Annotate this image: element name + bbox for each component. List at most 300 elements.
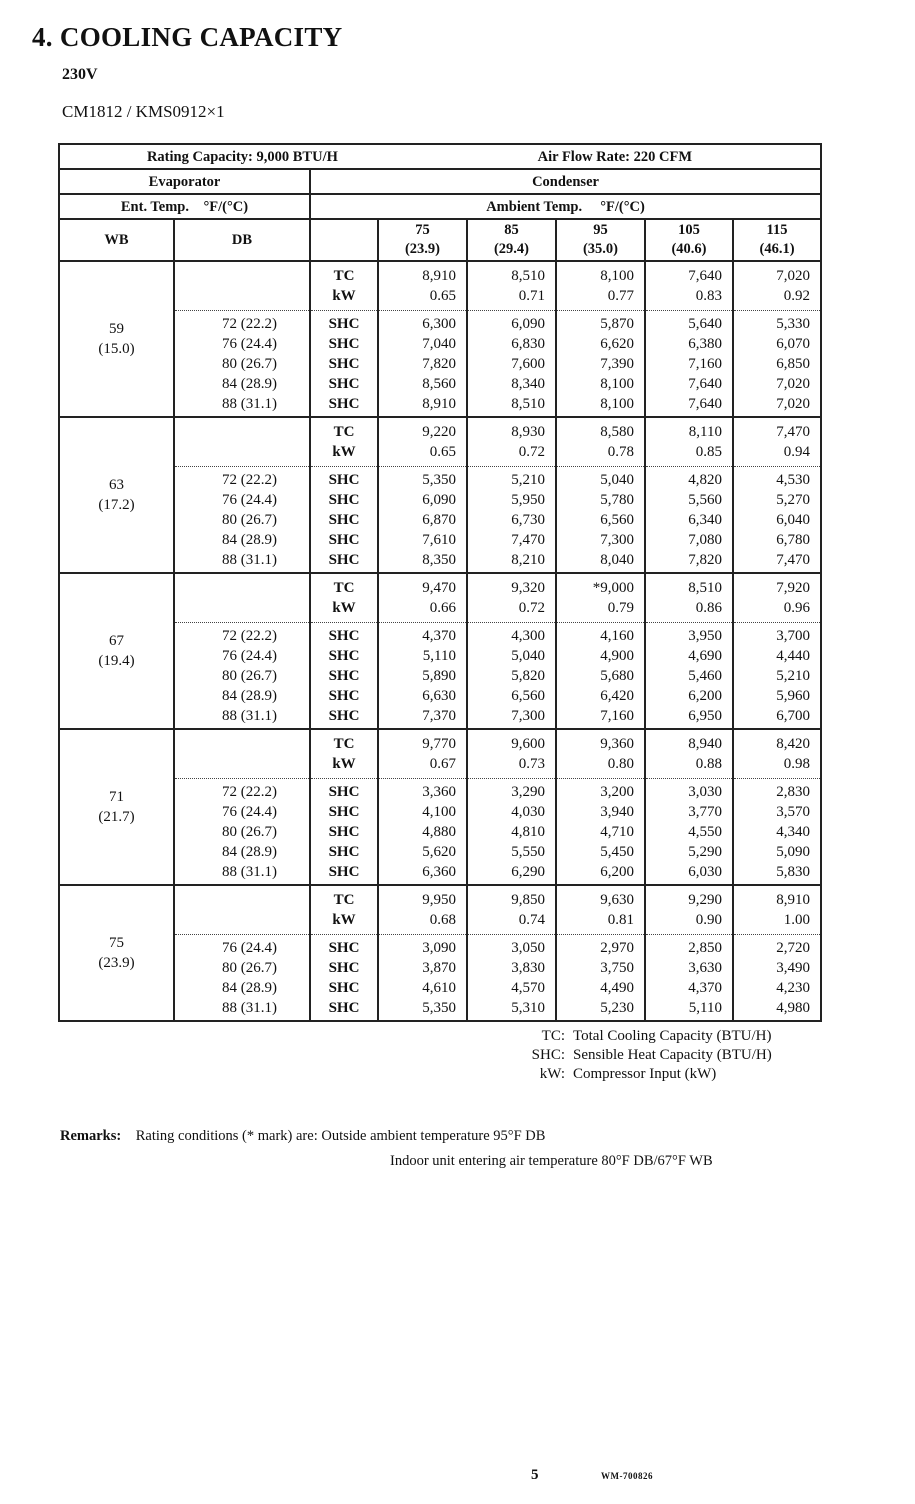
ambient-temp-header bbox=[310, 194, 821, 219]
shc-value: 5,550 bbox=[511, 844, 545, 860]
ambient-col-header bbox=[467, 219, 556, 261]
shc-value: 4,570 bbox=[511, 980, 545, 996]
shc-value: 3,290 bbox=[511, 784, 545, 800]
value-cell bbox=[378, 573, 467, 729]
shc-label: SHC bbox=[328, 628, 360, 644]
tc-value: 9,360 bbox=[600, 736, 634, 752]
shc-value: 4,030 bbox=[511, 804, 545, 820]
shc-value: 5,270 bbox=[776, 492, 811, 508]
wb-temp-f: 71 bbox=[109, 789, 124, 805]
ambient-col-header bbox=[733, 219, 821, 261]
shc-label: SHC bbox=[328, 472, 360, 488]
shc-value: 4,100 bbox=[422, 804, 456, 820]
shc-value: 4,530 bbox=[776, 472, 811, 488]
header-row-temps bbox=[59, 194, 821, 219]
shc-value: 8,210 bbox=[511, 552, 545, 568]
dotted-separator bbox=[175, 622, 309, 623]
db-cell bbox=[174, 885, 310, 1021]
tc-value: 9,950 bbox=[422, 892, 456, 908]
db-temp: 84 (28.9) bbox=[222, 376, 277, 392]
shc-value: 7,640 bbox=[688, 396, 722, 412]
kw-value: 0.80 bbox=[607, 756, 634, 772]
db-blank bbox=[175, 734, 309, 754]
shc-value: 5,680 bbox=[600, 668, 634, 684]
shc-label: SHC bbox=[328, 552, 360, 568]
db-blank bbox=[175, 910, 309, 930]
tc-value: 8,910 bbox=[776, 892, 811, 908]
kw-value: 0.72 bbox=[518, 444, 545, 460]
ambient-temp-unit: °F/(°C) bbox=[600, 198, 645, 215]
shc-value: 5,820 bbox=[511, 668, 545, 684]
remarks-label: Remarks: bbox=[60, 1128, 122, 1144]
db-temp: 72 (22.2) bbox=[222, 784, 277, 800]
tc-value: 9,290 bbox=[688, 892, 722, 908]
ambient-col-header bbox=[378, 219, 467, 261]
shc-value: 5,780 bbox=[600, 492, 634, 508]
wb-block-row bbox=[59, 417, 821, 573]
wb-block-row bbox=[59, 573, 821, 729]
value-cell bbox=[645, 885, 733, 1021]
unit-header-blank bbox=[310, 219, 378, 261]
ambient-col-c: (23.9) bbox=[404, 241, 441, 257]
dotted-separator bbox=[646, 778, 732, 779]
db-blank bbox=[175, 286, 309, 306]
shc-value: 6,090 bbox=[422, 492, 456, 508]
shc-value: 6,200 bbox=[600, 864, 634, 880]
dotted-separator bbox=[175, 466, 309, 467]
shc-value: 5,830 bbox=[776, 864, 811, 880]
tc-value: 9,600 bbox=[511, 736, 545, 752]
shc-value: 5,210 bbox=[776, 668, 811, 684]
shc-value: 7,160 bbox=[688, 356, 722, 372]
shc-label: SHC bbox=[328, 824, 360, 840]
shc-value: 6,090 bbox=[511, 316, 545, 332]
shc-label: SHC bbox=[328, 688, 360, 704]
shc-value: 4,690 bbox=[688, 648, 722, 664]
shc-value: 5,960 bbox=[776, 688, 811, 704]
shc-value: 6,850 bbox=[776, 356, 811, 372]
kw-label: kW bbox=[332, 600, 356, 616]
dotted-separator bbox=[175, 778, 309, 779]
tc-value: 8,930 bbox=[511, 424, 545, 440]
shc-label: SHC bbox=[328, 940, 360, 956]
ambient-col-f: 85 bbox=[504, 222, 519, 238]
db-temp: 72 (22.2) bbox=[222, 472, 277, 488]
dotted-separator bbox=[468, 778, 555, 779]
db-temp: 76 (24.4) bbox=[222, 940, 277, 956]
shc-value: 3,870 bbox=[422, 960, 456, 976]
shc-value: 7,160 bbox=[600, 708, 634, 724]
legend-key: SHC: bbox=[531, 1047, 565, 1063]
tc-label: TC bbox=[333, 424, 355, 440]
kw-label: kW bbox=[332, 756, 356, 772]
shc-value: 6,340 bbox=[688, 512, 722, 528]
dotted-separator bbox=[646, 622, 732, 623]
dotted-separator bbox=[646, 310, 732, 311]
ambient-col-c: (40.6) bbox=[671, 241, 707, 257]
kw-value: 0.88 bbox=[695, 756, 722, 772]
db-temp: 88 (31.1) bbox=[222, 396, 277, 412]
legend-row bbox=[515, 1046, 772, 1065]
unit-cell bbox=[310, 573, 378, 729]
remarks-line-1: Rating conditions (* mark) are: Outside ambient temperature 95°F DB bbox=[135, 1128, 546, 1144]
tc-value: 7,020 bbox=[776, 268, 811, 284]
value-cell bbox=[645, 417, 733, 573]
shc-value: 6,870 bbox=[422, 512, 456, 528]
dotted-separator bbox=[175, 934, 309, 935]
shc-value: 5,620 bbox=[422, 844, 456, 860]
shc-value: 5,040 bbox=[511, 648, 545, 664]
dotted-separator bbox=[646, 934, 732, 935]
header-row-columns bbox=[59, 219, 821, 261]
shc-value: 8,510 bbox=[511, 396, 545, 412]
shc-label: SHC bbox=[328, 864, 360, 880]
shc-value: 5,090 bbox=[776, 844, 811, 860]
shc-value: 6,630 bbox=[422, 688, 456, 704]
tc-value: 7,920 bbox=[776, 580, 811, 596]
shc-value: 8,560 bbox=[422, 376, 456, 392]
dotted-separator bbox=[468, 466, 555, 467]
dotted-separator bbox=[557, 778, 644, 779]
header-row-rating bbox=[59, 144, 821, 169]
kw-label: kW bbox=[332, 444, 356, 460]
shc-value: 3,570 bbox=[776, 804, 811, 820]
shc-value: 7,020 bbox=[776, 396, 811, 412]
shc-value: 7,600 bbox=[511, 356, 545, 372]
tc-value: 8,580 bbox=[600, 424, 634, 440]
shc-value: 3,770 bbox=[688, 804, 722, 820]
db-temp: 76 (24.4) bbox=[222, 336, 277, 352]
remarks-line-2: Indoor unit entering air temperature 80°F DB/67°F WB bbox=[390, 1153, 713, 1169]
shc-label: SHC bbox=[328, 960, 360, 976]
db-temp: 84 (28.9) bbox=[222, 844, 277, 860]
shc-value: 2,850 bbox=[688, 940, 722, 956]
value-cell bbox=[467, 573, 556, 729]
kw-value: 0.73 bbox=[518, 756, 545, 772]
db-cell bbox=[174, 729, 310, 885]
shc-value: 2,830 bbox=[776, 784, 811, 800]
shc-value: 7,300 bbox=[511, 708, 545, 724]
shc-label: SHC bbox=[328, 356, 360, 372]
shc-value: 4,490 bbox=[600, 980, 634, 996]
shc-value: 6,070 bbox=[776, 336, 811, 352]
shc-value: 4,610 bbox=[422, 980, 456, 996]
shc-value: 6,030 bbox=[688, 864, 722, 880]
dotted-separator bbox=[379, 310, 466, 311]
shc-value: 6,290 bbox=[511, 864, 545, 880]
shc-value: 7,470 bbox=[511, 532, 545, 548]
cooling-capacity-table bbox=[58, 143, 822, 1022]
legend-key: kW: bbox=[539, 1066, 565, 1082]
wb-temp-c: (21.7) bbox=[98, 809, 135, 825]
legend-desc: Sensible Heat Capacity (BTU/H) bbox=[573, 1047, 772, 1063]
ambient-col-c: (46.1) bbox=[759, 241, 795, 257]
shc-value: 3,490 bbox=[776, 960, 811, 976]
tc-value: 9,470 bbox=[422, 580, 456, 596]
shc-value: 5,350 bbox=[422, 1000, 456, 1016]
kw-value: 0.86 bbox=[695, 600, 722, 616]
dotted-separator bbox=[734, 310, 820, 311]
db-blank bbox=[175, 890, 309, 910]
shc-value: 3,950 bbox=[688, 628, 722, 644]
value-cell bbox=[467, 417, 556, 573]
dotted-separator bbox=[175, 310, 309, 311]
db-blank bbox=[175, 422, 309, 442]
tc-label: TC bbox=[333, 580, 355, 596]
shc-value: 5,040 bbox=[600, 472, 634, 488]
legend-row bbox=[515, 1065, 772, 1084]
legend bbox=[515, 1027, 772, 1084]
value-cell bbox=[556, 261, 645, 417]
shc-value: 5,210 bbox=[511, 472, 545, 488]
ambient-col-f: 95 bbox=[593, 222, 608, 238]
dotted-separator bbox=[311, 622, 377, 623]
shc-value: 4,370 bbox=[422, 628, 456, 644]
value-cell bbox=[645, 729, 733, 885]
shc-label: SHC bbox=[328, 668, 360, 684]
shc-value: 4,300 bbox=[511, 628, 545, 644]
db-temp: 80 (26.7) bbox=[222, 356, 277, 372]
shc-value: 6,620 bbox=[600, 336, 634, 352]
shc-value: 5,460 bbox=[688, 668, 722, 684]
kw-value: 0.83 bbox=[695, 288, 722, 304]
db-temp: 72 (22.2) bbox=[222, 316, 277, 332]
unit-cell bbox=[310, 261, 378, 417]
value-cell bbox=[467, 885, 556, 1021]
db-temp: 80 (26.7) bbox=[222, 512, 277, 528]
shc-value: 4,230 bbox=[776, 980, 811, 996]
db-temp: 88 (31.1) bbox=[222, 864, 277, 880]
shc-value: 6,560 bbox=[600, 512, 634, 528]
shc-value: 5,870 bbox=[600, 316, 634, 332]
shc-value: 4,880 bbox=[422, 824, 456, 840]
shc-value: 7,820 bbox=[422, 356, 456, 372]
kw-value: 0.72 bbox=[518, 600, 545, 616]
tc-value: 9,220 bbox=[422, 424, 456, 440]
condenser-header: Condenser bbox=[310, 169, 821, 194]
dotted-separator bbox=[734, 934, 820, 935]
wb-cell bbox=[59, 885, 174, 1021]
dotted-separator bbox=[734, 622, 820, 623]
shc-value: 5,330 bbox=[776, 316, 811, 332]
db-temp: 88 (31.1) bbox=[222, 552, 277, 568]
shc-value: 5,350 bbox=[422, 472, 456, 488]
kw-value: 1.00 bbox=[783, 912, 811, 928]
shc-value: 4,710 bbox=[600, 824, 634, 840]
tc-value: 8,110 bbox=[688, 424, 722, 440]
value-cell bbox=[378, 261, 467, 417]
shc-value: 6,200 bbox=[688, 688, 722, 704]
shc-value: 5,310 bbox=[511, 1000, 545, 1016]
shc-value: 8,100 bbox=[600, 396, 634, 412]
tc-value: *9,000 bbox=[592, 580, 634, 596]
tc-value: 8,910 bbox=[422, 268, 456, 284]
shc-label: SHC bbox=[328, 980, 360, 996]
ambient-col-f: 115 bbox=[766, 222, 788, 238]
wb-temp-c: (19.4) bbox=[98, 653, 135, 669]
remarks bbox=[60, 1128, 545, 1145]
tc-value: 7,470 bbox=[776, 424, 811, 440]
db-header: DB bbox=[174, 219, 310, 261]
ent-temp-header bbox=[59, 194, 310, 219]
db-blank bbox=[175, 598, 309, 618]
shc-value: 5,110 bbox=[422, 648, 456, 664]
dotted-separator bbox=[379, 466, 466, 467]
shc-value: 5,450 bbox=[600, 844, 634, 860]
shc-value: 3,360 bbox=[422, 784, 456, 800]
db-temp: 80 (26.7) bbox=[222, 960, 277, 976]
value-cell bbox=[733, 573, 821, 729]
shc-value: 6,040 bbox=[776, 512, 811, 528]
db-temp: 88 (31.1) bbox=[222, 708, 277, 724]
dotted-separator bbox=[468, 310, 555, 311]
wb-temp-c: (15.0) bbox=[98, 341, 135, 357]
dotted-separator bbox=[557, 622, 644, 623]
shc-value: 8,040 bbox=[600, 552, 634, 568]
shc-value: 5,560 bbox=[688, 492, 722, 508]
shc-value: 4,370 bbox=[688, 980, 722, 996]
value-cell bbox=[378, 729, 467, 885]
value-cell bbox=[733, 261, 821, 417]
value-cell bbox=[733, 417, 821, 573]
dotted-separator bbox=[557, 466, 644, 467]
value-cell bbox=[645, 573, 733, 729]
tc-label: TC bbox=[333, 268, 355, 284]
shc-value: 6,420 bbox=[600, 688, 634, 704]
shc-value: 3,050 bbox=[511, 940, 545, 956]
kw-value: 0.90 bbox=[695, 912, 722, 928]
value-cell bbox=[378, 417, 467, 573]
dotted-separator bbox=[468, 934, 555, 935]
dotted-separator bbox=[311, 934, 377, 935]
shc-value: 5,230 bbox=[600, 1000, 634, 1016]
shc-label: SHC bbox=[328, 804, 360, 820]
shc-value: 3,090 bbox=[422, 940, 456, 956]
shc-label: SHC bbox=[328, 784, 360, 800]
dotted-separator bbox=[379, 622, 466, 623]
unit-cell bbox=[310, 729, 378, 885]
kw-value: 0.74 bbox=[518, 912, 545, 928]
kw-value: 0.78 bbox=[607, 444, 634, 460]
shc-value: 6,830 bbox=[511, 336, 545, 352]
tc-value: 8,510 bbox=[511, 268, 545, 284]
dotted-separator bbox=[311, 778, 377, 779]
shc-value: 6,780 bbox=[776, 532, 811, 548]
shc-label: SHC bbox=[328, 396, 360, 412]
wb-temp-f: 75 bbox=[109, 935, 124, 951]
shc-label: SHC bbox=[328, 532, 360, 548]
ent-temp-label: Ent. Temp. bbox=[120, 198, 189, 215]
kw-value: 0.85 bbox=[695, 444, 722, 460]
shc-value: 8,100 bbox=[600, 376, 634, 392]
ambient-col-header bbox=[556, 219, 645, 261]
shc-value: 3,830 bbox=[511, 960, 545, 976]
shc-label: SHC bbox=[328, 708, 360, 724]
kw-value: 0.92 bbox=[783, 288, 811, 304]
db-temp: 84 (28.9) bbox=[222, 532, 277, 548]
shc-value: 5,890 bbox=[422, 668, 456, 684]
db-temp: 72 (22.2) bbox=[222, 628, 277, 644]
shc-value: 6,300 bbox=[422, 316, 456, 332]
tc-value: 9,770 bbox=[422, 736, 456, 752]
shc-value: 4,550 bbox=[688, 824, 722, 840]
shc-value: 5,950 bbox=[511, 492, 545, 508]
dotted-separator bbox=[557, 310, 644, 311]
wb-block-row bbox=[59, 729, 821, 885]
shc-label: SHC bbox=[328, 844, 360, 860]
kw-value: 0.81 bbox=[607, 912, 634, 928]
legend-desc: Total Cooling Capacity (BTU/H) bbox=[573, 1028, 772, 1044]
legend-desc: Compressor Input (kW) bbox=[573, 1066, 717, 1082]
value-cell bbox=[556, 573, 645, 729]
db-temp: 76 (24.4) bbox=[222, 648, 277, 664]
wb-temp-f: 63 bbox=[109, 477, 124, 493]
kw-value: 0.68 bbox=[429, 912, 456, 928]
shc-value: 6,950 bbox=[688, 708, 722, 724]
dotted-separator bbox=[734, 466, 820, 467]
evaporator-header: Evaporator bbox=[59, 169, 310, 194]
dotted-separator bbox=[734, 778, 820, 779]
db-blank bbox=[175, 266, 309, 286]
shc-value: 3,200 bbox=[600, 784, 634, 800]
shc-value: 7,820 bbox=[688, 552, 722, 568]
shc-value: 2,970 bbox=[600, 940, 634, 956]
shc-value: 5,640 bbox=[688, 316, 722, 332]
shc-label: SHC bbox=[328, 648, 360, 664]
kw-label: kW bbox=[332, 288, 356, 304]
shc-value: 4,810 bbox=[511, 824, 545, 840]
wb-header: WB bbox=[59, 219, 174, 261]
kw-value: 0.67 bbox=[429, 756, 456, 772]
db-temp: 80 (26.7) bbox=[222, 668, 277, 684]
db-temp: 76 (24.4) bbox=[222, 492, 277, 508]
wb-cell bbox=[59, 573, 174, 729]
db-cell bbox=[174, 417, 310, 573]
kw-value: 0.66 bbox=[429, 600, 456, 616]
value-cell bbox=[556, 729, 645, 885]
shc-value: 6,700 bbox=[776, 708, 811, 724]
wb-cell bbox=[59, 417, 174, 573]
ent-temp-unit: °F/(°C) bbox=[203, 198, 249, 215]
shc-value: 6,360 bbox=[422, 864, 456, 880]
value-cell bbox=[556, 885, 645, 1021]
value-cell bbox=[733, 729, 821, 885]
rating-capacity: Rating Capacity: 9,000 BTU/H bbox=[146, 148, 338, 165]
shc-label: SHC bbox=[328, 316, 360, 332]
shc-value: 3,700 bbox=[776, 628, 811, 644]
db-temp: 84 (28.9) bbox=[222, 688, 277, 704]
tc-value: 7,640 bbox=[688, 268, 722, 284]
tc-value: 8,510 bbox=[688, 580, 722, 596]
ambient-col-f: 105 bbox=[678, 222, 700, 238]
kw-value: 0.79 bbox=[607, 600, 634, 616]
db-cell bbox=[174, 573, 310, 729]
wb-temp-c: (17.2) bbox=[98, 497, 135, 513]
shc-label: SHC bbox=[328, 1000, 360, 1016]
db-blank bbox=[175, 754, 309, 774]
dotted-separator bbox=[468, 622, 555, 623]
tc-label: TC bbox=[333, 736, 355, 752]
wb-temp-c: (23.9) bbox=[98, 955, 135, 971]
value-cell bbox=[467, 261, 556, 417]
tc-value: 9,630 bbox=[600, 892, 634, 908]
voltage-label: 230V bbox=[62, 66, 98, 83]
ambient-temp-label: Ambient Temp. bbox=[486, 198, 583, 215]
wb-temp-f: 67 bbox=[109, 633, 124, 649]
shc-value: 8,910 bbox=[422, 396, 456, 412]
db-blank bbox=[175, 442, 309, 462]
kw-value: 0.77 bbox=[607, 288, 634, 304]
